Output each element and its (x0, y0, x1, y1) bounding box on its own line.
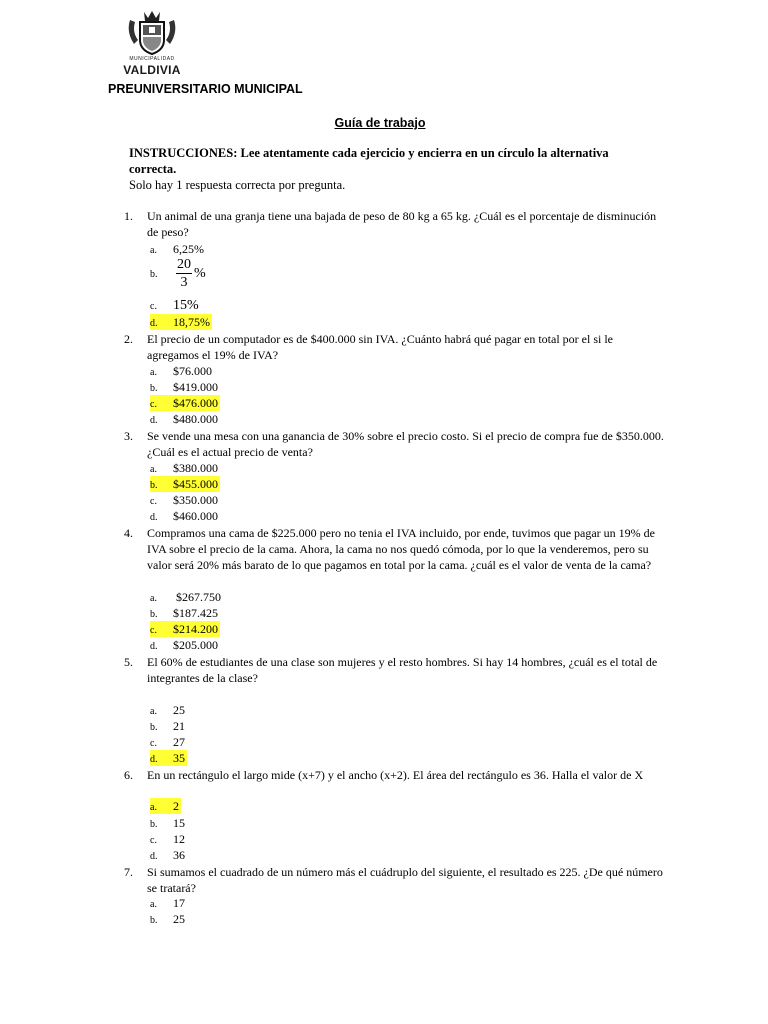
option-7a[interactable] (150, 895, 185, 911)
option-4d[interactable] (150, 637, 218, 653)
option-text: $76.000 (173, 364, 212, 378)
question-text: Se vende una mesa con una ganancia de 30% sobre el precio costo. Si el precio de compra fue de $350.000. ¿Cuál es el actual precio de venta? (147, 429, 664, 459)
option-letter: a. (150, 464, 157, 475)
option-text: 12 (173, 832, 185, 846)
coat-of-arms-icon (116, 10, 188, 56)
option-text: $455.000 (173, 477, 218, 491)
option-letter: a. (150, 593, 157, 604)
option-7b[interactable] (150, 911, 185, 927)
option-3d[interactable] (150, 508, 218, 524)
option-4c[interactable] (150, 621, 220, 637)
option-letter: b. (150, 609, 158, 620)
option-text: 35 (173, 751, 185, 765)
option-5a[interactable] (150, 702, 185, 718)
option-letter: d. (150, 512, 158, 523)
option-6b[interactable] (150, 815, 185, 831)
option-letter: d. (150, 641, 158, 652)
option-1a[interactable] (150, 241, 204, 257)
option-text: 21 (173, 719, 185, 733)
option-text: 15% (173, 298, 199, 313)
option-2b[interactable] (150, 379, 218, 395)
option-letter: a. (150, 706, 157, 717)
percent-sign: % (194, 266, 206, 281)
option-letter: b. (150, 269, 158, 280)
option-letter: d. (150, 318, 158, 329)
option-text: $350.000 (173, 493, 218, 507)
question-number: 3. (124, 429, 133, 443)
option-letter: d. (150, 754, 158, 765)
option-text: $205.000 (173, 638, 218, 652)
option-letter: b. (150, 480, 158, 491)
option-text: $419.000 (173, 380, 218, 394)
option-letter: d. (150, 851, 158, 862)
instructions-note: Solo hay 1 respuesta correcta por pregunta. (129, 178, 346, 192)
logo-municipality-small: MUNICIPALIDAD (129, 56, 175, 62)
option-letter: c. (150, 625, 157, 636)
instructions-text: INSTRUCCIONES: Lee atentamente cada ejercicio y encierra en un círculo la alternativa correcta. (129, 146, 609, 176)
question-text: Compramos una cama de $225.000 pero no tenia el IVA incluido, por ende, tuvimos que pagar un 19% de IVA sobre el precio de la cama. Ahora, la cama no nos quedó cómoda, por lo que la venderemos, pero su valor será 20% más barato de lo que pagamos en total por la cama. ¿cuál es el valor de venta de la cama? (147, 526, 655, 572)
option-5d[interactable] (150, 750, 187, 766)
option-letter: b. (150, 819, 158, 830)
option-2a[interactable] (150, 363, 212, 379)
option-text: 18,75% (173, 315, 210, 329)
option-letter: b. (150, 915, 158, 926)
municipality-logo (116, 10, 188, 78)
question-number: 7. (124, 865, 133, 879)
option-letter: c. (150, 835, 157, 846)
option-letter: a. (150, 802, 157, 813)
question-text: Un animal de una granja tiene una bajada de peso de 80 kg a 65 kg. ¿Cuál es el porcentaje de disminución de peso? (147, 209, 657, 239)
instructions (129, 145, 629, 193)
question-number: 6. (124, 768, 133, 782)
option-6c[interactable] (150, 831, 185, 847)
question-text: Si sumamos el cuadrado de un número más el cuádruplo del siguiente, el resultado es 225. ¿De qué número se tratará? (147, 865, 663, 895)
fraction-numerator: 20 (177, 257, 191, 272)
option-text: 6,25% (173, 242, 204, 256)
option-letter: b. (150, 383, 158, 394)
option-text: 15 (173, 816, 185, 830)
option-text: $380.000 (173, 461, 218, 475)
option-4a[interactable] (150, 589, 221, 605)
option-6a[interactable] (150, 798, 181, 814)
option-text: 25 (173, 912, 185, 926)
option-3c[interactable] (150, 492, 218, 508)
option-text: $480.000 (173, 412, 218, 426)
fraction-denominator: 3 (180, 275, 188, 290)
question-text: El 60% de estudiantes de una clase son mujeres y el resto hombres. Si hay 14 hombres, ¿cuál es el total de integrantes de la clase? (147, 655, 658, 685)
organization-name: PREUNIVERSITARIO MUNICIPAL (108, 82, 303, 96)
option-6d[interactable] (150, 847, 185, 863)
option-text: 17 (173, 896, 185, 910)
option-3a[interactable] (150, 460, 218, 476)
question-text: En un rectángulo el largo mide (x+7) y el ancho (x+2). El área del rectángulo es 36. Halla el valor de X (147, 768, 644, 782)
option-2d[interactable] (150, 411, 218, 427)
option-letter: d. (150, 415, 158, 426)
question-number: 1. (124, 209, 133, 223)
option-text: $187.425 (173, 606, 218, 620)
option-text: $214.200 (173, 622, 218, 636)
option-text: 2 (173, 799, 179, 813)
option-text: $476.000 (173, 396, 218, 410)
question-number: 2. (124, 332, 133, 346)
option-1c[interactable] (150, 297, 199, 313)
option-3b[interactable] (150, 476, 220, 492)
option-letter: c. (150, 399, 157, 410)
option-1d[interactable] (150, 314, 212, 330)
option-letter: a. (150, 367, 157, 378)
question-number: 4. (124, 526, 133, 540)
option-letter: c. (150, 301, 157, 312)
question-text: El precio de un computador es de $400.000 sin IVA. ¿Cuánto habrá qué pagar en total por el si le agregamos el 19% de IVA? (147, 332, 613, 362)
option-text: 25 (173, 703, 185, 717)
option-letter: c. (150, 496, 157, 507)
option-2c[interactable] (150, 395, 220, 411)
fraction (176, 257, 192, 292)
option-text: $267.750 (173, 590, 221, 604)
question-number: 5. (124, 655, 133, 669)
option-5b[interactable] (150, 718, 185, 734)
option-5c[interactable] (150, 734, 185, 750)
option-text: $460.000 (173, 509, 218, 523)
option-letter: a. (150, 245, 157, 256)
option-text: 27 (173, 735, 185, 749)
option-text: 36 (173, 848, 185, 862)
option-4b[interactable] (150, 605, 218, 621)
logo-municipality-name: VALDIVIA (123, 63, 181, 77)
option-letter: a. (150, 899, 157, 910)
page-title: Guía de trabajo (334, 116, 426, 130)
option-letter: c. (150, 738, 157, 749)
option-letter: b. (150, 722, 158, 733)
